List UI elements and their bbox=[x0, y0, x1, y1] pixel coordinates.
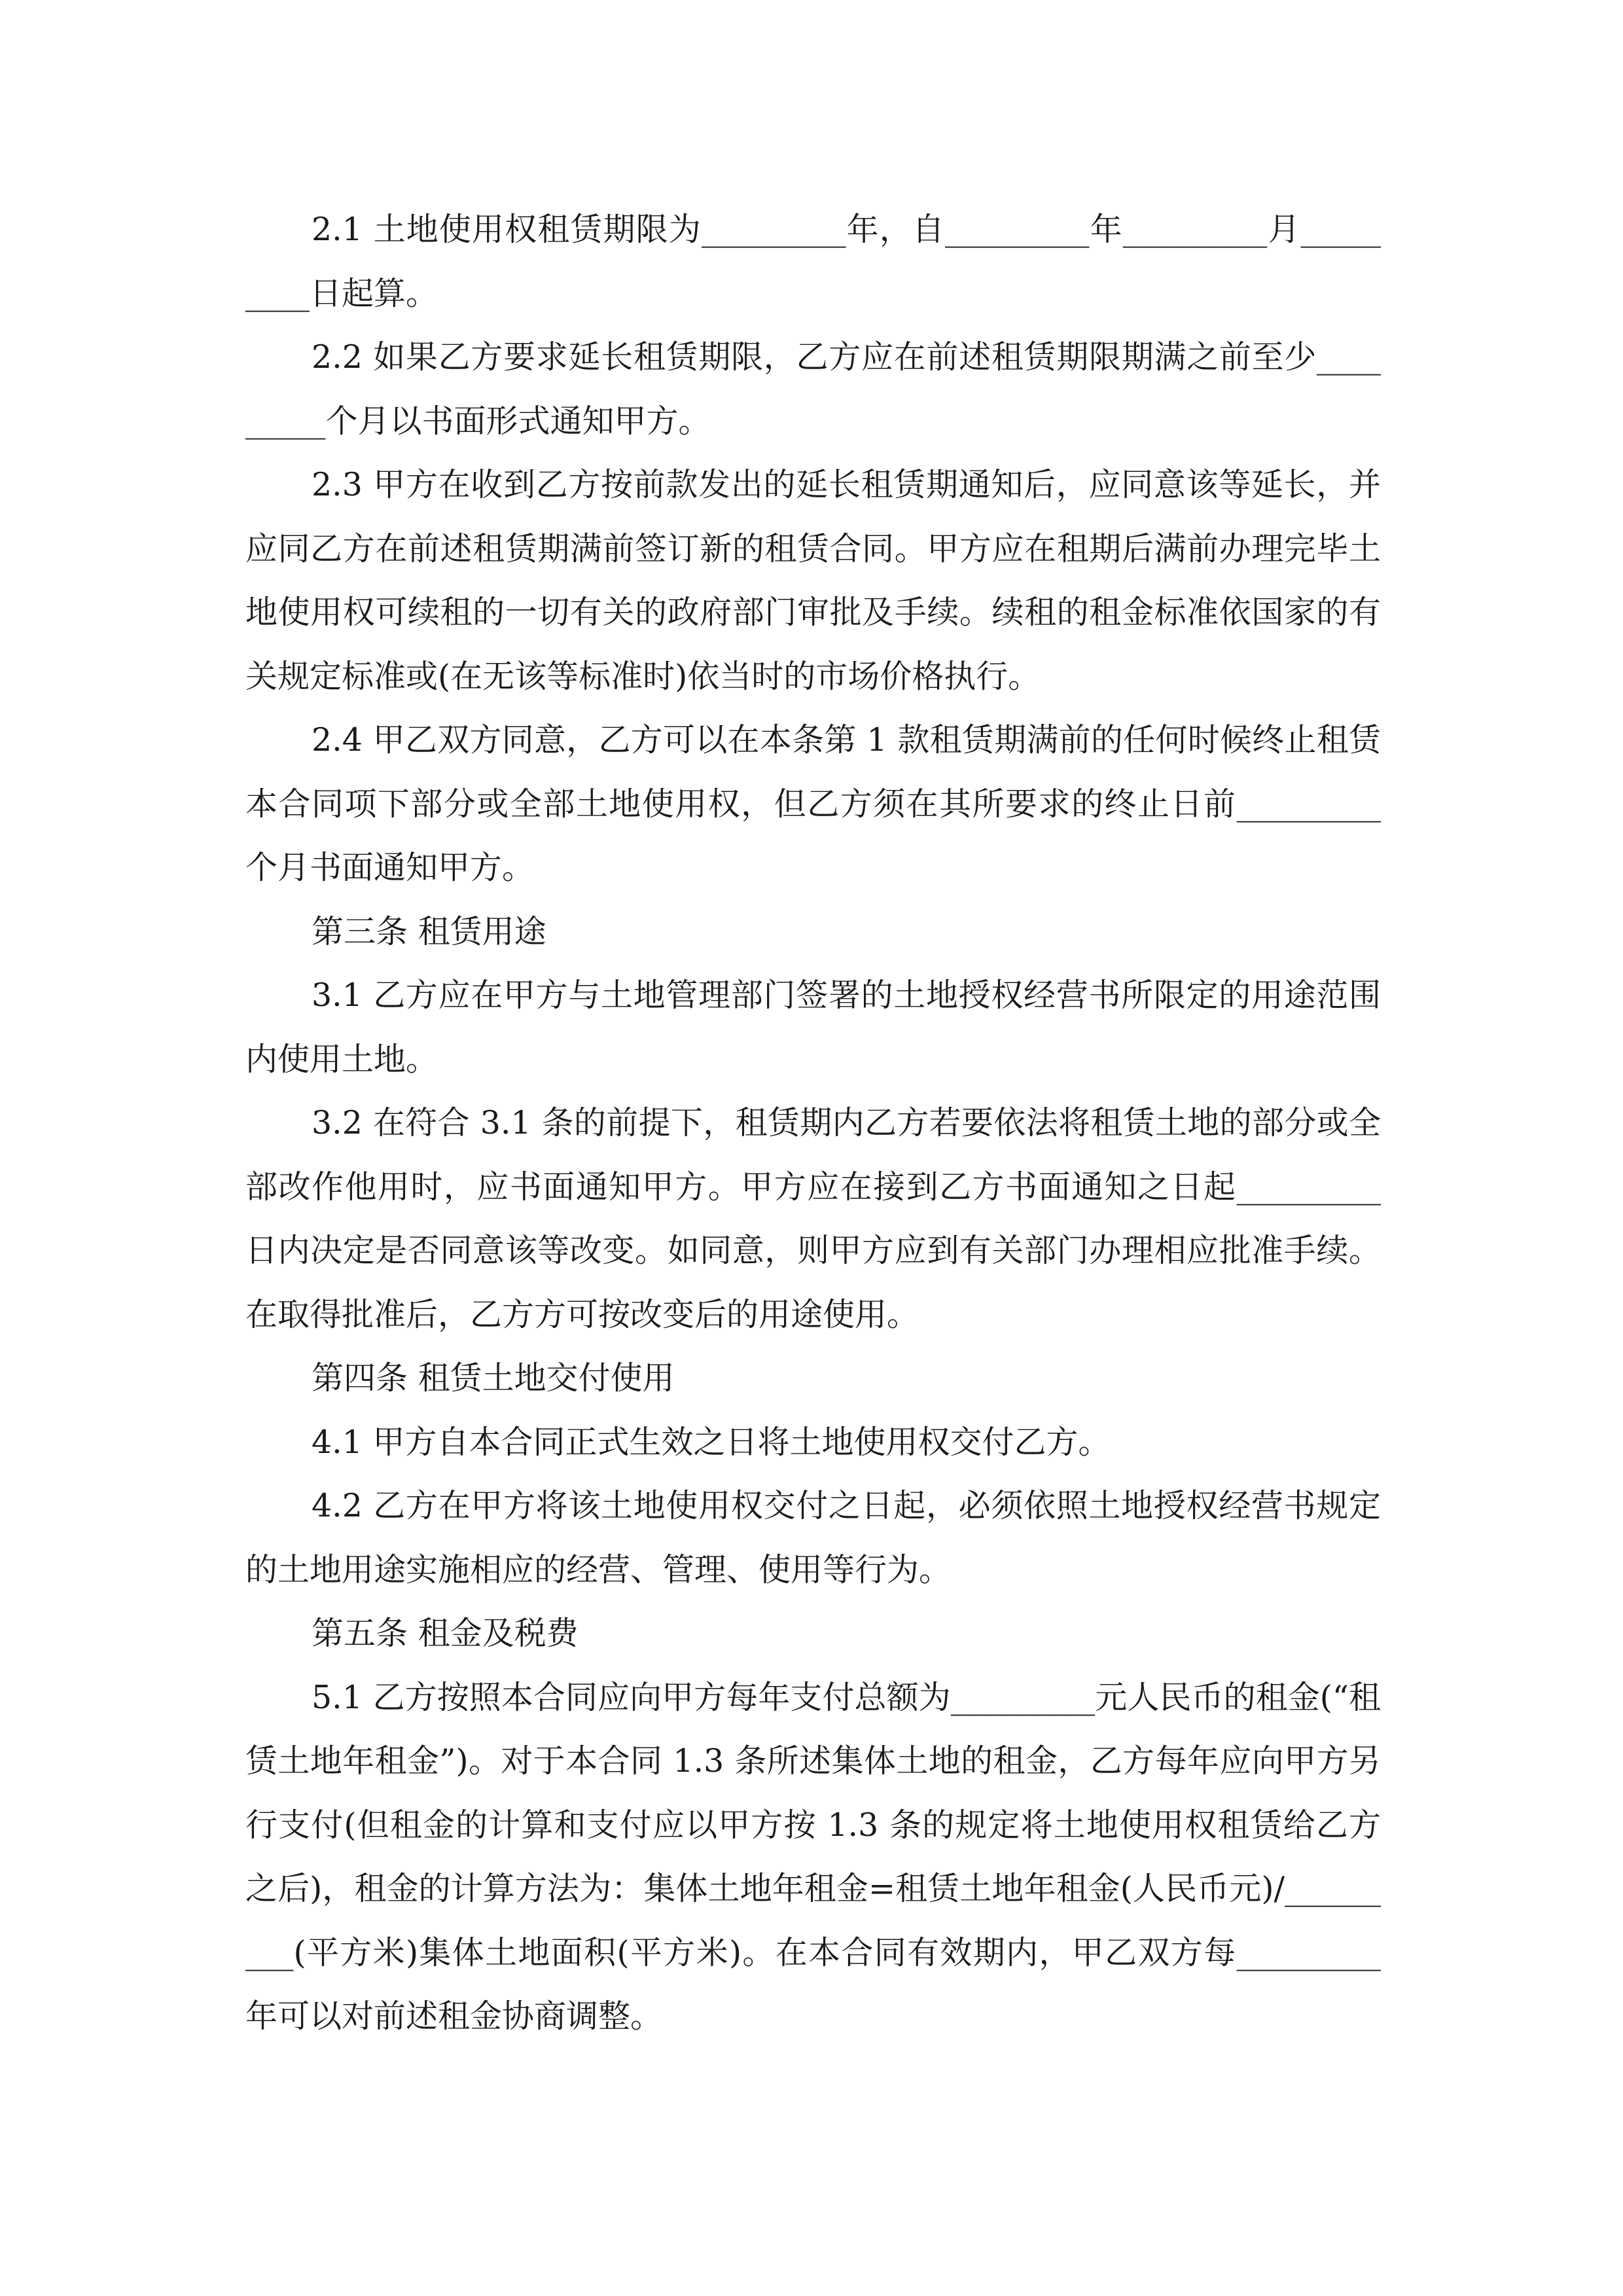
clause-4-1: 4.1 甲方自本合同正式生效之日将土地使用权交付乙方。 bbox=[312, 1423, 1111, 1461]
clause-3-2: 3.2 在符合 3.1 条的前提下，租赁期内乙方若要依法将租赁土地的部分或全部改作他用时，应书面通知甲方。甲方应在接到乙方书面通知之日起_________日内决定是否同意该等改变。如同意，则甲方应到有关部门办理相应批准手续。在取得批准后，乙方方可按改变后的用途使用。 bbox=[245, 1104, 1381, 1333]
clause-2-3: 2.3 甲方在收到乙方按前款发出的延长租赁期通知后，应同意该等延长，并应同乙方在前述租赁期满前签订新的租赁合同。甲方应在租期后满前办理完毕土地使用权可续租的一切有关的政府部门审批及手续。续租的租金标准依国家的有关规定标准或(在无该等标准时)依当时的市场价格执行。 bbox=[245, 466, 1381, 695]
clause-3-1: 3.1 乙方应在甲方与土地管理部门签署的土地授权经营书所限定的用途范围内使用土地。 bbox=[245, 977, 1381, 1078]
clause-5-1: 5.1 乙方按照本合同应向甲方每年支付总额为_________元人民币的租金(“租赁土地年租金”)。对于本合同 1.3 条所述集体土地的租金，乙方每年应向甲方另行支付(但租金的计算和支付应以甲方按 1.3 条的规定将土地使用权租赁给乙方之后)，租金的计算方法为：集体土地年租金=租赁土地年租金(人民币元)/_________(平方米)集体土地面积(平方米)。在本合同有效期内，甲乙双方每_________年可以对前述租金协商调整。 bbox=[245, 1678, 1381, 2035]
article-4-heading: 第四条 租赁土地交付使用 bbox=[312, 1359, 675, 1397]
clause-2-2: 2.2 如果乙方要求延长租赁期限，乙方应在前述租赁期限期满之前至少_________个月以书面形式通知甲方。 bbox=[245, 338, 1381, 440]
article-5-heading: 第五条 租金及税费 bbox=[312, 1615, 579, 1652]
article-3-heading: 第三条 租赁用途 bbox=[312, 912, 546, 950]
clause-4-2: 4.2 乙方在甲方将该土地使用权交付之日起，必须依照土地授权经营书规定的土地用途实施相应的经营、管理、使用等行为。 bbox=[245, 1487, 1381, 1588]
clause-2-1: 2.1 土地使用权租赁期限为_________年，自_________年_________月_________日起算。 bbox=[245, 211, 1381, 312]
document-body bbox=[245, 198, 1381, 2049]
clause-2-4: 2.4 甲乙双方同意，乙方可以在本条第 1 款租赁期满前的任何时候终止租赁本合同项下部分或全部土地使用权，但乙方须在其所要求的终止日前_________个月书面通知甲方。 bbox=[245, 721, 1381, 886]
